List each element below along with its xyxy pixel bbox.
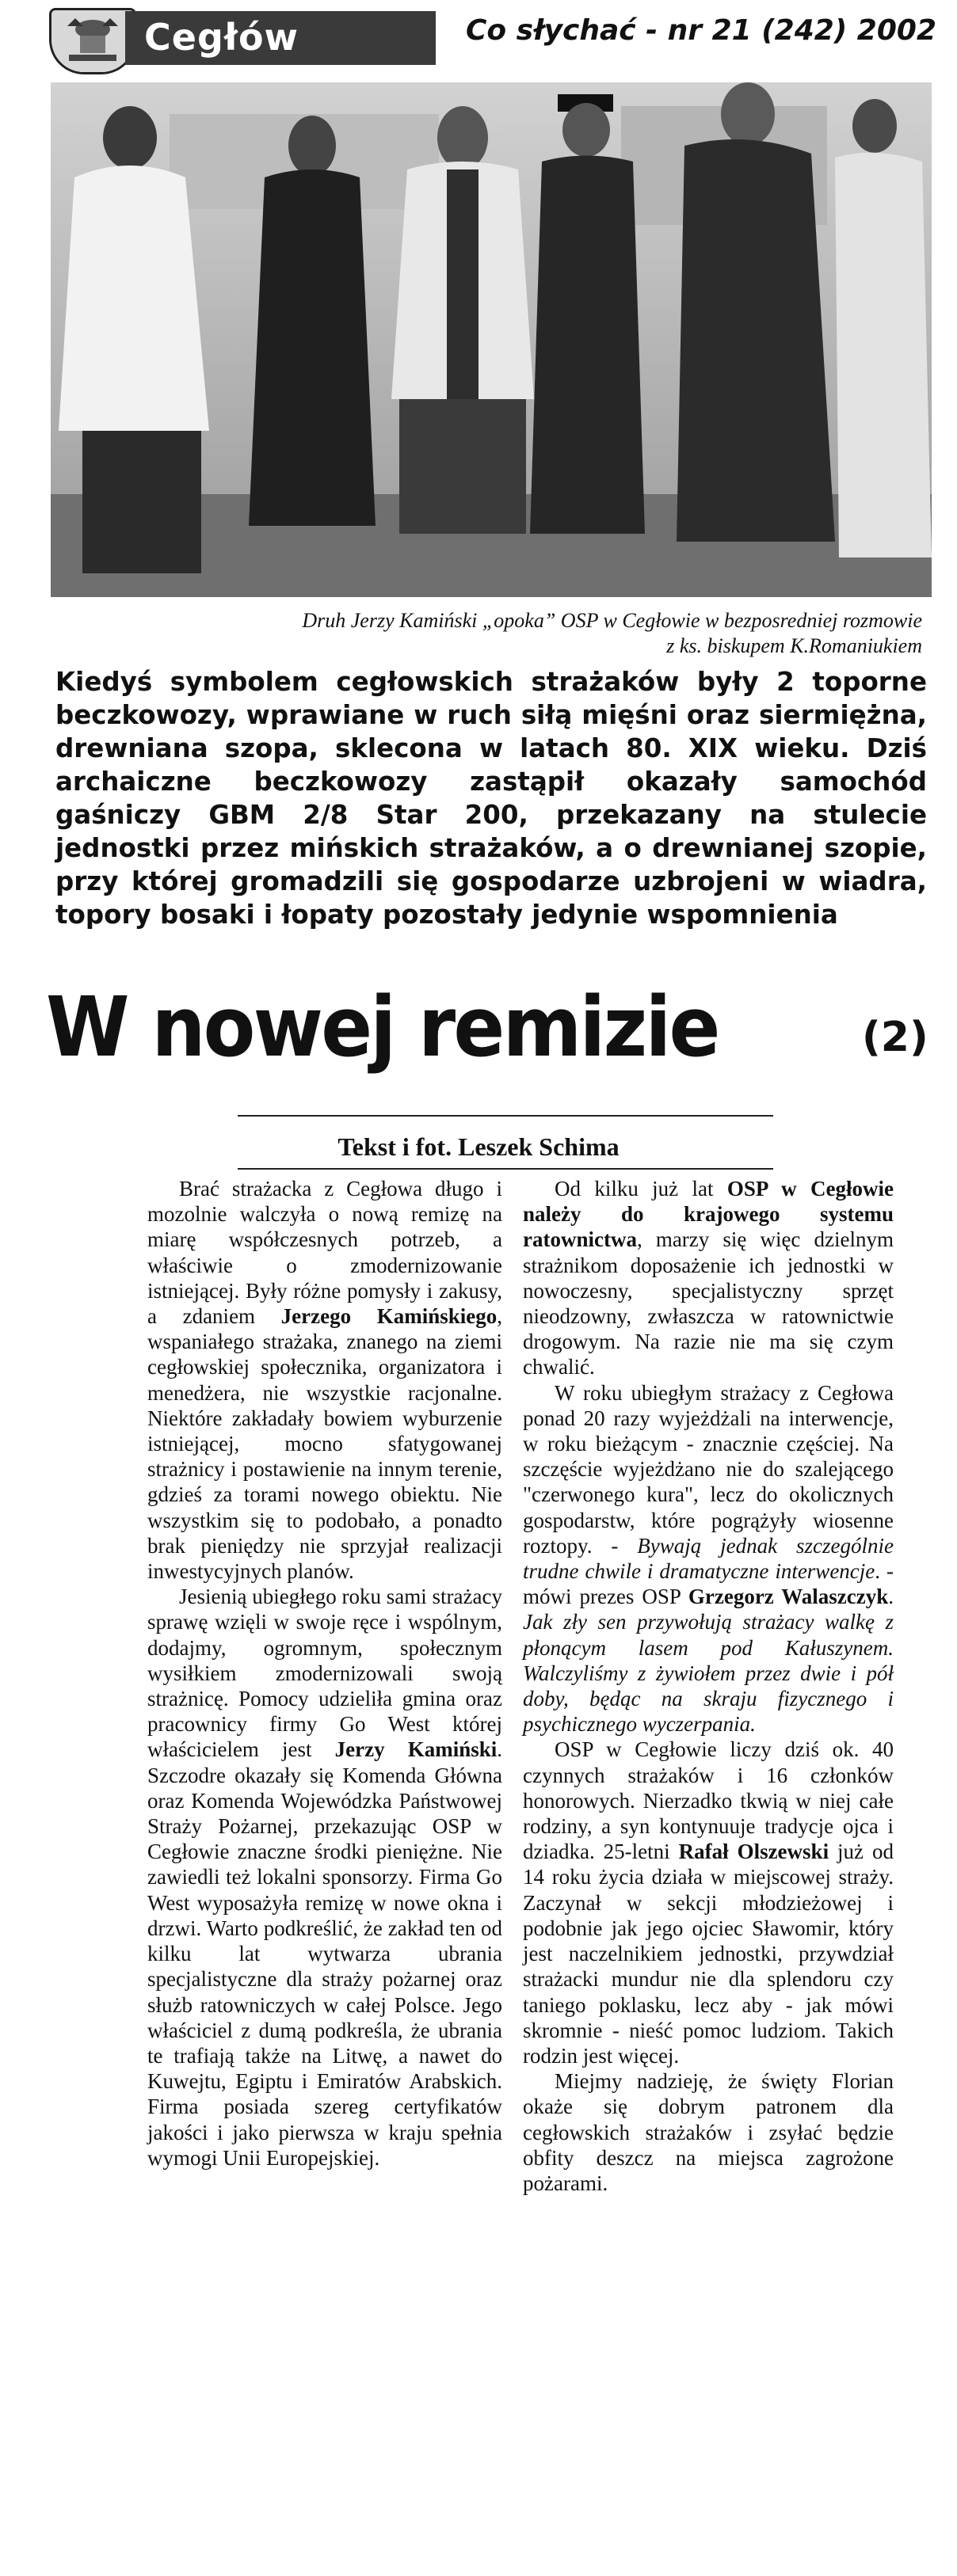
- headline-part-number: (2): [862, 1014, 928, 1061]
- quote-text: Jak zły sen przywołują strażacy walkę z płonącym lasem pod Kałuszynem. Walczyliśmy z żywiołem przez dwie i pół doby, będąc na skraju fizycznego i psychicznego wyczerpania.: [523, 1610, 894, 1737]
- body-column-right: [523, 1176, 894, 2196]
- caption-line-1: Druh Jerzy Kamiński „opoka” OSP w Cegłowie w bezposredniej rozmowie: [302, 609, 922, 632]
- headline: [46, 979, 941, 1075]
- body-paragraph: Jesienią ubiegłego roku sami strażacy sprawę wzięli w swoje ręce i wspólnym, dodajmy, ogromnym, społecznym wysiłkiem zmodernizowali swoją strażnicę. Pomocy udzieliła gmina oraz pracownicy firmy Go West której właścicielem jest Jerzy Kamiński. Szczodre okazały się Komenda Główna oraz Komenda Wojewódzka Państwowej Straży Pożarnej, przekazując OSP w Cegłowie znaczne środki pieniężne. Nie zawiedli też lokalni sponsorzy. Firma Go West wyposażyła remizę w nowe okna i drzwi. Warto podkreślić, że zakład ten od kilku lat wytwarza ubrania specjalistyczne dla straży pożarnej oraz służb ratowniczych w całej Polsce. Jego właściciel z dumą podkreśla, że ubrania te trafiają także na Litwę, a nawet do Kuwejtu, Egiptu i Emiratów Arabskich. Firma posiada szereg certyfikatów jakości i jako pierwsza w kraju spełnia wymogi Unii Europejskiej.: [147, 1585, 502, 2170]
- body-paragraph: Miejmy nadzieję, że święty Florian okaże się dobrym patronem dla cegłowskich strażaków i zsyłać będzie obfity deszcz na miejsca zagrożone pożarami.: [523, 2069, 894, 2195]
- byline-rule-top: [238, 1115, 773, 1117]
- coat-of-arms-icon: [49, 8, 136, 74]
- body-column-left: [147, 1176, 502, 2171]
- section-band: [125, 11, 436, 65]
- photo-caption: [51, 608, 922, 659]
- headline-title: W nowej remizie: [46, 979, 719, 1075]
- person-name: Rafał Olszewski: [678, 1840, 829, 1864]
- emphasis-text: OSP w Cegłowie należy do krajowego systemu ratownictwa: [523, 1177, 894, 1252]
- body-paragraph: OSP w Cegłowie liczy dziś ok. 40 czynnych strażaków i 16 członków honorowych. Nierzadko tkwią w niej całe rodziny, a syn kontynuuje tradycje ojca i dziadka. 25-letni Rafał Olszewski już od 14 roku życia działa w miejscowej straży. Zaczynał w sekcji młodzieżowej i podobnie jak jego ojciec Sławomir, który jest naczelnikiem jednostki, przywdział strażacki mundur nie dla splendoru czy taniego poklasku, lecz aby - jak mówi skromnie - nieść pomoc ludziom. Takich rodzin jest więcej.: [523, 1737, 894, 2068]
- person-name: Jerzego Kamińskiego: [280, 1304, 498, 1329]
- byline-rule-bottom: [238, 1168, 773, 1170]
- body-paragraph: W roku ubiegłym strażacy z Cegłowa ponad 20 razy wyjeżdżali na interwencje, w roku bieżącym - znacznie częściej. Na szczęście wyjeżdżano nie do szalejącego "czerwonego kura", lecz do okolicznych gospodarstw, które pogrążyły wiosenne roztopy. - Bywają jednak szczególnie trudne chwile i dramatyczne interwencje. - mówi prezes OSP Grzegorz Walaszczyk. Jak zły sen przywołują strażacy walkę z płonącym lasem pod Kałuszynem. Walczyliśmy z żywiołem przez dwie i pół doby, będąc na skraju fizycznego i psychicznego wyczerpania.: [523, 1380, 894, 1737]
- person-name: Grzegorz Walaszczyk: [688, 1585, 889, 1609]
- caption-line-2: z ks. biskupem K.Romaniukiem: [666, 634, 922, 657]
- masthead: [49, 6, 936, 73]
- body-paragraph: Od kilku już lat OSP w Cegłowie należy do krajowego systemu ratownictwa, marzy się więc dzielnym strażnikom doposażenie ich jednostki w nowoczesny, specjalistyczny sprzęt nieodzowny, zwłaszcza w ratownictwie drogowym. Na razie nie ma się czym chwalić.: [523, 1177, 894, 1379]
- byline: Tekst i fot. Leszek Schima: [337, 1132, 620, 1161]
- quote-text: Bywają jednak szczególnie trudne chwile i dramatyczne interwencje: [523, 1533, 894, 1584]
- article-photo: [51, 82, 932, 597]
- body-paragraph: Brać strażacka z Cegłowa długo i mozolnie walczyła o nową remizę na miarę współczesnych potrzeb, a właściwie o zmodernizowanie istniejącej. Były różne pomysły i zakusy, a zdaniem Jerzego Kamińskiego, wspaniałego strażaka, znanego na ziemi cegłowskiej społecznika, organizatora i menedżera, nie wszystkie racjonalne. Niektóre zakładały bowiem wyburzenie istniejącej, mocno sfatygowanej strażnicy i postawienie na innym terenie, gdzieś za torami nowego obiektu. Nie wszystkim się to podobało, a ponadto brak pieniędzy nie sprzyjał realizacji inwestycyjnych planów.: [147, 1177, 502, 1584]
- lead-paragraph: Kiedyś symbolem cegłowskich strażaków były 2 toporne beczkowozy, wprawiane w ruch siłą mięśni oraz siermiężna, drewniana szopa, sklecona w latach 80. XIX wieku. Dziś archaiczne beczkowozy zastąpił okazały samochód gaśniczy GBM 2/8 Star 200, przekazany na stulecie jednostki przez mińskich strażaków, a o drewnianej szopie, przy której gromadzili się gospodarze uzbrojeni w wiadra, topory bosaki i łopaty pozostały jedynie wspomnienia: [55, 667, 927, 930]
- issue-number: Co słychać - nr 21 (242) 2002: [465, 14, 936, 47]
- section-name: Cegłów: [144, 16, 299, 59]
- person-name: Jerzy Kamiński: [334, 1737, 498, 1762]
